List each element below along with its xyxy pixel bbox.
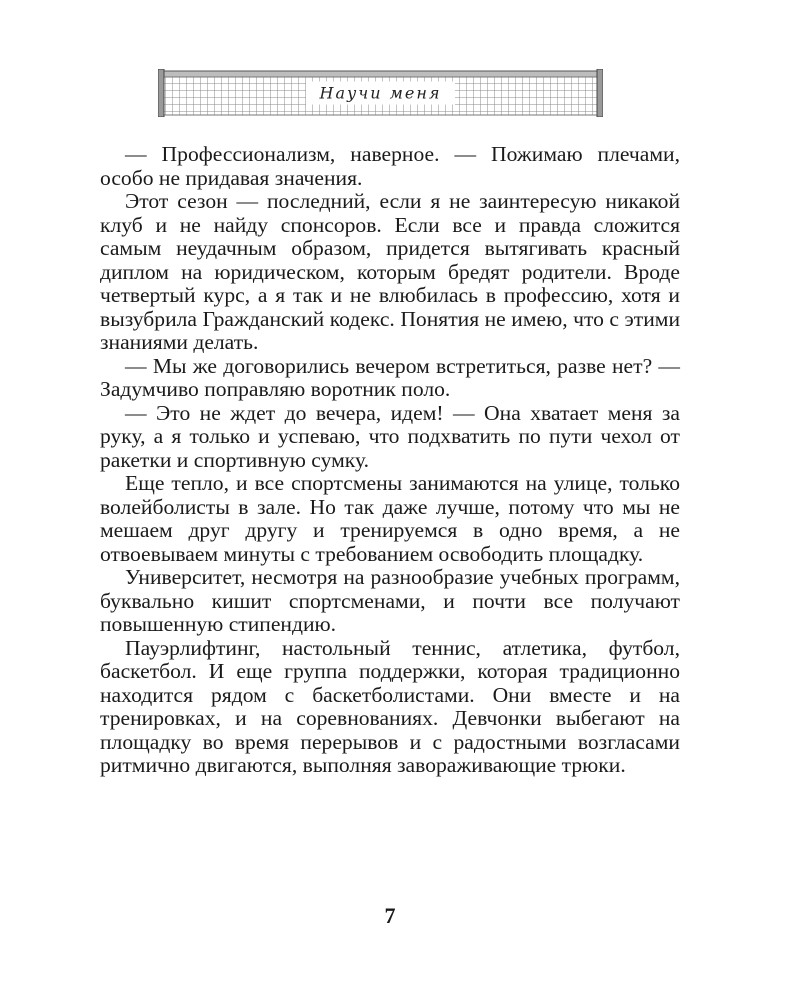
paragraph: Этот сезон — последний, если я не заинтересую никакой клуб и не найду спонсоров. Если все и правда сложится самым неудачным образом, придется вытягивать красный диплом на юридическом, которым бредят родители. Вроде четвертый курс, а я так и не влюбилась в профессию, хотя и вызубрила Гражданский кодекс. Понятия не имею, что с этими знаниями делать.: [100, 189, 680, 354]
paragraph: — Профессионализм, наверное. — Пожимаю плечами, особо не придавая значения.: [100, 142, 680, 190]
paragraph: Университет, несмотря на разнообразие учебных программ, буквально кишит спортсменами, и почти все получают повышенную стипендию.: [100, 565, 680, 636]
running-header: [158, 69, 603, 117]
page-number: 7: [384, 903, 396, 928]
body-text: [100, 143, 680, 778]
running-title: Научи меня: [306, 82, 456, 105]
paragraph: Еще тепло, и все спортсмены занимаются на улице, только волейболисты в зале. Но так даже лучше, потому что мы не мешаем друг другу и тренируемся в одно время, а не отвоевываем минуты с требованием освободить площадку.: [100, 471, 680, 566]
paragraph: — Мы же договорились вечером встретиться, разве нет? — Задумчиво поправляю воротник поло.: [100, 353, 680, 401]
paragraph: — Это не ждет до вечера, идем! — Она хватает меня за руку, а я только и успеваю, что подхватить по пути чехол от ракетки и спортивную сумку.: [100, 400, 680, 472]
paragraph: Пауэрлифтинг, настольный теннис, атлетика, футбол, баскетбол. И еще группа поддержки, которая традиционно находится рядом с баскетболистами. Они вместе и на тренировках, и на соревнованиях. Девчонки выбегают на площадку во время перерывов и с радостными возгласами ритмично двигаются, выполняя завораживающие трюки.: [100, 635, 680, 777]
